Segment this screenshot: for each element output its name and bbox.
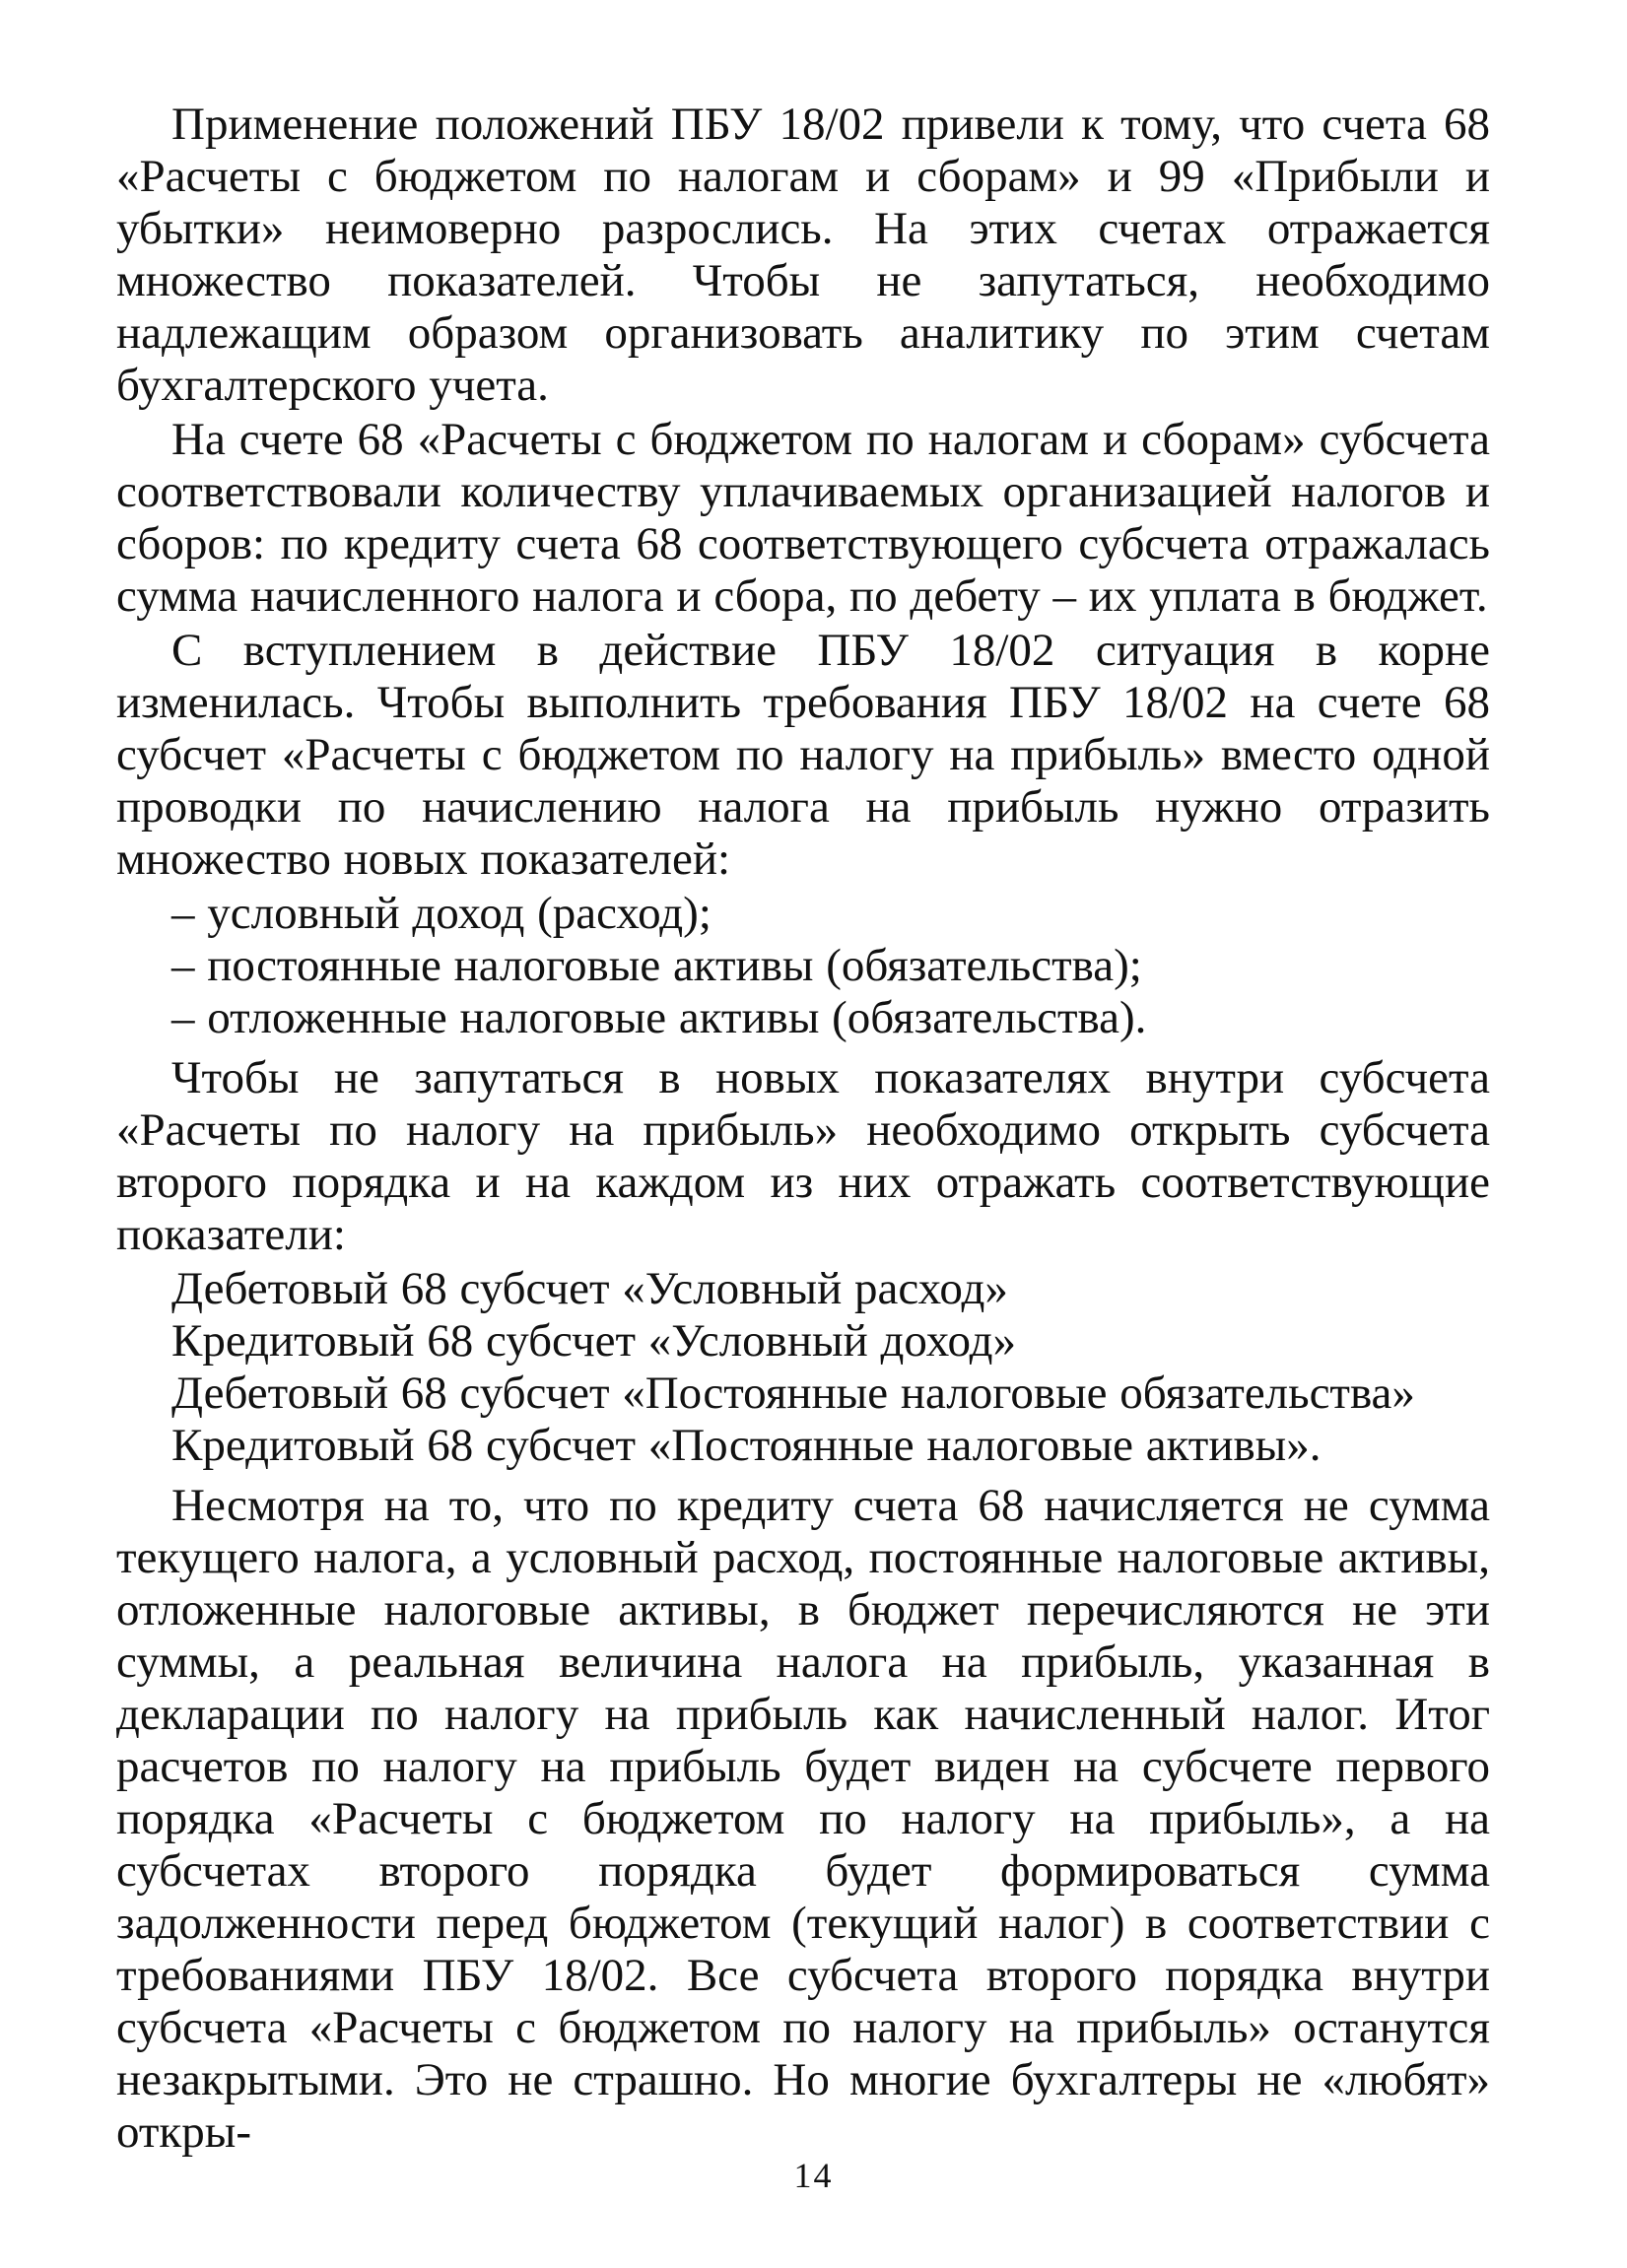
paragraph-5: Несмотря на то, что по кредиту счета 68 начисляется не сумма текущего налога, а условный расход, постоянные налоговые активы, отложенные налоговые активы, в бюджет перечисляются не эти суммы, а реальная величина налога на прибыль, указанная в декларации по налогу на прибыль как начисленный налог. Итог расчетов по налогу на прибыль будет виден на субсчете первого порядка «Расчеты с бюджетом по налогу на прибыль», а на субсчетах второго порядка будет формироваться сумма задолженности перед бюджетом (текущий налог) в соответствии с требованиями ПБУ 18/02. Все субсчета второго порядка внутри субсчета «Расчеты с бюджетом по налогу на прибыль» останутся незакрытыми. Это не страшно. Но многие бухгалтеры не «любят» откры- <box>116 1480 1490 2158</box>
subaccount-line-4: Кредитовый 68 субсчет «Постоянные налоговые активы». <box>171 1420 1322 1471</box>
dash-list-item-1: – условный доход (расход); <box>171 888 712 939</box>
page-body-text <box>116 99 1490 2161</box>
dash-list-item-2: – постоянные налоговые активы (обязательства); <box>171 940 1142 991</box>
subaccount-line-1: Дебетовый 68 субсчет «Условный расход» <box>171 1263 1008 1314</box>
dash-list-item-3: – отложенные налоговые активы (обязательства). <box>171 992 1147 1043</box>
paragraph-1: Применение положений ПБУ 18/02 привели к тому, что счета 68 «Расчеты с бюджетом по налогам и сборам» и 99 «Прибыли и убытки» неимоверно разрослись. На этих счетах отражается множество показателей. Чтобы не запутаться, необходимо надлежащим образом организовать аналитику по этим счетам бухгалтерского учета. <box>116 99 1490 411</box>
paragraph-3: С вступлением в действие ПБУ 18/02 ситуация в корне изменилась. Чтобы выполнить требования ПБУ 18/02 на счете 68 субсчет «Расчеты с бюджетом по налогу на прибыль» вместо одной проводки по начислению налога на прибыль нужно отразить множество новых показателей: <box>116 625 1490 885</box>
page-number: 14 <box>793 2156 834 2195</box>
paragraph-4: Чтобы не запутаться в новых показателях внутри субсчета «Расчеты по налогу на прибыль» необходимо открыть субсчета второго порядка и на каждом из них отражать соответствующие показатели: <box>116 1052 1490 1260</box>
subaccount-line-2: Кредитовый 68 субсчет «Условный доход» <box>171 1315 1017 1367</box>
paragraph-2: На счете 68 «Расчеты с бюджетом по налогам и сборам» субсчета соответствовали количеству уплачиваемых организацией налогов и сборов: по кредиту счета 68 соответствующего субсчета отражалась сумма начисленного налога и сбора, по дебету – их уплата в бюджет. <box>116 414 1490 622</box>
subaccount-line-3: Дебетовый 68 субсчет «Постоянные налоговые обязательства» <box>171 1367 1415 1419</box>
